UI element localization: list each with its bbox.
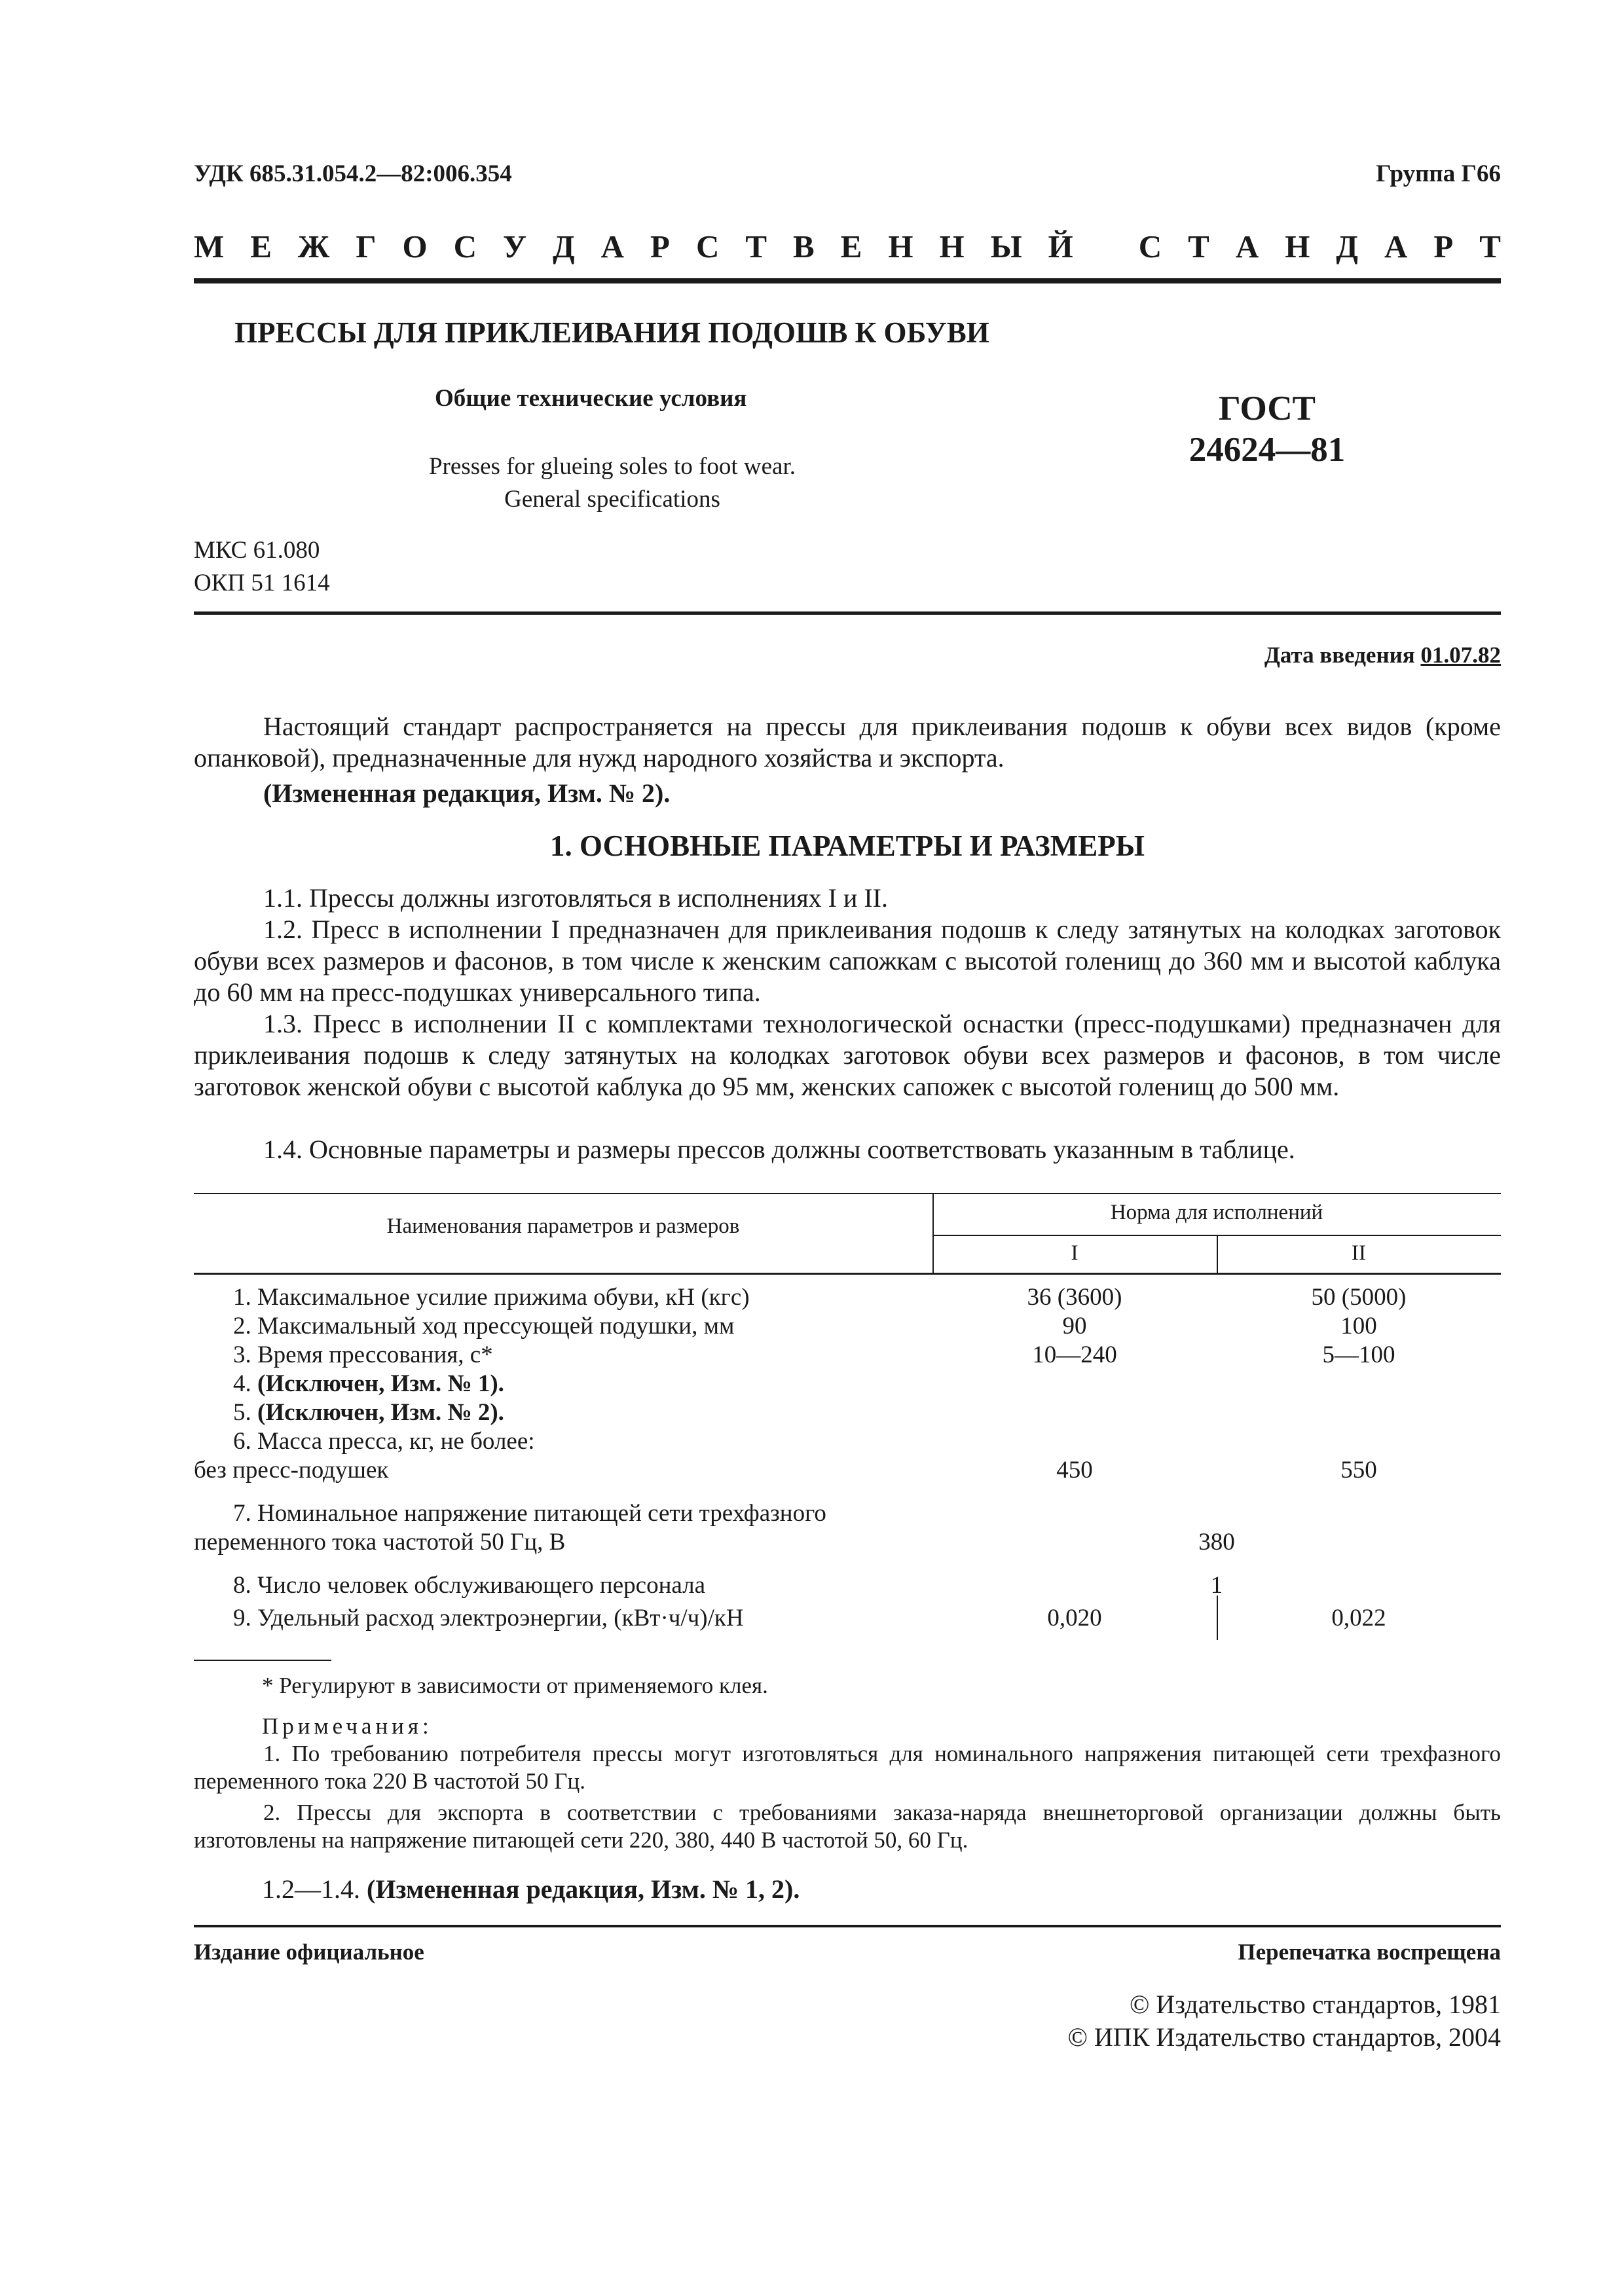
footer-rule xyxy=(194,1925,1501,1927)
table-row-name: переменного тока частотой 50 Гц, В xyxy=(194,1529,566,1556)
table-cell: 50 (5000) xyxy=(1311,1284,1407,1311)
table-row-name xyxy=(233,1398,504,1427)
row-number: 4. xyxy=(233,1370,251,1397)
subtitle-en xyxy=(393,450,832,516)
title-rule xyxy=(194,611,1501,615)
banner-letter: С xyxy=(453,228,477,264)
table-cell: 550 xyxy=(1340,1457,1377,1484)
table-header-norm: Норма для исполнений xyxy=(1110,1201,1323,1224)
banner-letter: Д xyxy=(552,228,575,264)
banner-letter: Й xyxy=(1048,228,1073,264)
banner-letter: Н xyxy=(939,228,965,264)
banner-letter: Н xyxy=(888,228,913,264)
table-cell: 450 xyxy=(1056,1457,1093,1484)
banner-letter: Р xyxy=(650,228,670,264)
table-row-name: 6. Масса пресса, кг, не более: xyxy=(233,1428,535,1455)
banner-letter: Г xyxy=(356,228,377,264)
table-row-name: 3. Время прессования, с* xyxy=(233,1341,493,1368)
gost-label: ГОСТ xyxy=(1219,390,1316,428)
gost-number xyxy=(1185,388,1349,471)
table-header-col2: II xyxy=(1352,1241,1366,1265)
banner-letter: У xyxy=(503,228,526,264)
date-label: Дата введения xyxy=(1264,642,1415,668)
banner-letter: С xyxy=(1138,228,1162,264)
udk-code: УДК 685.31.054.2—82:006.354 xyxy=(194,160,512,187)
table-row-sub: без пресс-подушек xyxy=(194,1457,389,1484)
table-cell: 0,020 xyxy=(1047,1605,1102,1631)
banner-letter: Ж xyxy=(297,228,330,264)
classification-codes xyxy=(194,534,330,600)
row-number: 5. xyxy=(233,1399,251,1426)
clause-1-2: 1.2. Пресс в исполнении I предназначен для приклеивания подошв к следу затянутых на колодках заготовок обуви всех размеров и фасонов, в том числе к женским сапожкам с высотой голенищ до 360 мм и высотой каблука до 60 мм на пресс-подушках универсального типа. xyxy=(194,915,1501,1007)
subtitle-ru: Общие технические условия xyxy=(435,385,747,412)
footnote-rule xyxy=(194,1660,331,1661)
intro-amendment: (Измененная редакция, Изм. № 2). xyxy=(263,778,671,808)
mks-code: МКС 61.080 xyxy=(194,537,320,564)
table-cell: 1 xyxy=(1210,1572,1223,1599)
table-cell: 90 xyxy=(1062,1313,1087,1339)
okp-code: ОКП 51 1614 xyxy=(194,570,330,596)
banner-letter: Т xyxy=(1479,228,1501,264)
row-excluded: (Исключен, Изм. № 2). xyxy=(257,1399,504,1426)
table-cell: 100 xyxy=(1340,1313,1377,1339)
table-cell: 380 xyxy=(1198,1529,1235,1556)
clause-1-3: 1.3. Пресс в исполнении II с комплектами технологической оснастки (пресс-подушками) предназначен для приклеивания подошв к следу затянутых на колодках заготовок обуви всех размеров и фасонов, в том числе заготовок женской обуви с высотой каблука до 95 мм, женских сапожек с высотой голенищ до 500 мм. xyxy=(194,1009,1501,1101)
copyright-1: © Издательство стандартов, 1981 xyxy=(1129,1990,1501,2019)
banner-letter: С xyxy=(695,228,720,264)
intro-paragraph: Настоящий стандарт распространяется на прессы для приклеивания подошв к обуви всех видов (кроме опанковой), предназначенные для нужд народного хозяйства и экспорта. xyxy=(194,712,1501,773)
table-cell: 0,022 xyxy=(1331,1605,1386,1631)
banner-letter: М xyxy=(194,228,225,264)
banner-letter: А xyxy=(1384,228,1408,264)
note-1: 1. По требованию потребителя прессы могут изготовляться для номинального напряжения питающей сети трехфазного переменного тока 220 В частотой 50 Гц. xyxy=(194,1741,1501,1794)
reprint-notice: Перепечатка воспрещена xyxy=(1238,1939,1501,1965)
banner-letter: Р xyxy=(1433,228,1454,264)
header-rule xyxy=(194,278,1501,283)
amend-text: (Измененная редакция, Изм. № 1, 2). xyxy=(367,1874,800,1904)
gost-code: 24624—81 xyxy=(1189,431,1346,469)
table-header-name: Наименования параметров и размеров xyxy=(386,1214,740,1238)
banner-letter: А xyxy=(600,228,625,264)
note-2: 2. Прессы для экспорта в соответствии с требованиями заказа-наряда внешнеторговой организации должны быть изготовлены на напряжение питающей сети 220, 380, 440 В частотой 50, 60 Гц. xyxy=(194,1800,1501,1853)
banner-letter: Ы xyxy=(990,228,1022,264)
amend-clauses: 1.2—1.4. xyxy=(262,1874,360,1904)
table-cell: 5—100 xyxy=(1322,1341,1395,1368)
effective-date xyxy=(1264,642,1501,668)
copyright-2: © ИПК Издательство стандартов, 2004 xyxy=(1067,2022,1501,2052)
official-edition: Издание официальное xyxy=(194,1939,424,1965)
table-row-name: 1. Максимальное усилие прижима обуви, кН (кгс) xyxy=(233,1284,750,1311)
footnote: * Регулируют в зависимости от применяемого клея. xyxy=(262,1673,768,1698)
table-rule xyxy=(194,1273,1501,1275)
group-code: Группа Г66 xyxy=(1376,160,1501,187)
table-row-name xyxy=(233,1370,504,1398)
table-row-name: 2. Максимальный ход прессующей подушки, мм xyxy=(233,1313,735,1339)
standard-banner xyxy=(194,230,1501,263)
table-header-col1: I xyxy=(1071,1241,1078,1265)
subtitle-en-line: Presses for glueing soles to foot wear. xyxy=(428,453,796,480)
table-cell: 10—240 xyxy=(1032,1341,1117,1368)
row-excluded: (Исключен, Изм. № 1). xyxy=(257,1370,504,1397)
banner-gap xyxy=(1099,230,1113,263)
table-row-name: 8. Число человек обслуживающего персонала xyxy=(233,1572,706,1599)
clause-1-4: 1.4. Основные параметры и размеры прессов должны соответствовать указанным в таблице. xyxy=(263,1135,1295,1164)
table-rule xyxy=(194,1193,1501,1194)
banner-letter: О xyxy=(402,228,428,264)
table-row-name: 9. Удельный расход электроэнергии, (кВт·ч/ч)/кН xyxy=(233,1605,744,1631)
banner-letter: Т xyxy=(1188,228,1209,264)
notes-heading: Примечания: xyxy=(262,1713,433,1739)
document-title: ПРЕССЫ ДЛЯ ПРИКЛЕИВАНИЯ ПОДОШВ К ОБУВИ xyxy=(234,316,989,349)
banner-letter: А xyxy=(1235,228,1259,264)
table-cell: 36 (3600) xyxy=(1027,1284,1122,1311)
banner-letter: Т xyxy=(745,228,767,264)
clause-amendment xyxy=(262,1874,800,1904)
section-title: 1. ОСНОВНЫЕ ПАРАМЕТРЫ И РАЗМЕРЫ xyxy=(550,829,1145,862)
subtitle-en-line: General specifications xyxy=(504,486,720,513)
banner-letter: Н xyxy=(1285,228,1310,264)
banner-letter: Е xyxy=(840,228,862,264)
banner-letter: В xyxy=(793,228,815,264)
table-row-name: 7. Номинальное напряжение питающей сети трехфазного xyxy=(233,1500,826,1527)
clause-1-1: 1.1. Прессы должны изготовляться в исполнениях I и II. xyxy=(263,883,888,913)
date-value: 01.07.82 xyxy=(1420,642,1501,668)
banner-letter: Е xyxy=(250,228,272,264)
banner-letter: Д xyxy=(1336,228,1359,264)
